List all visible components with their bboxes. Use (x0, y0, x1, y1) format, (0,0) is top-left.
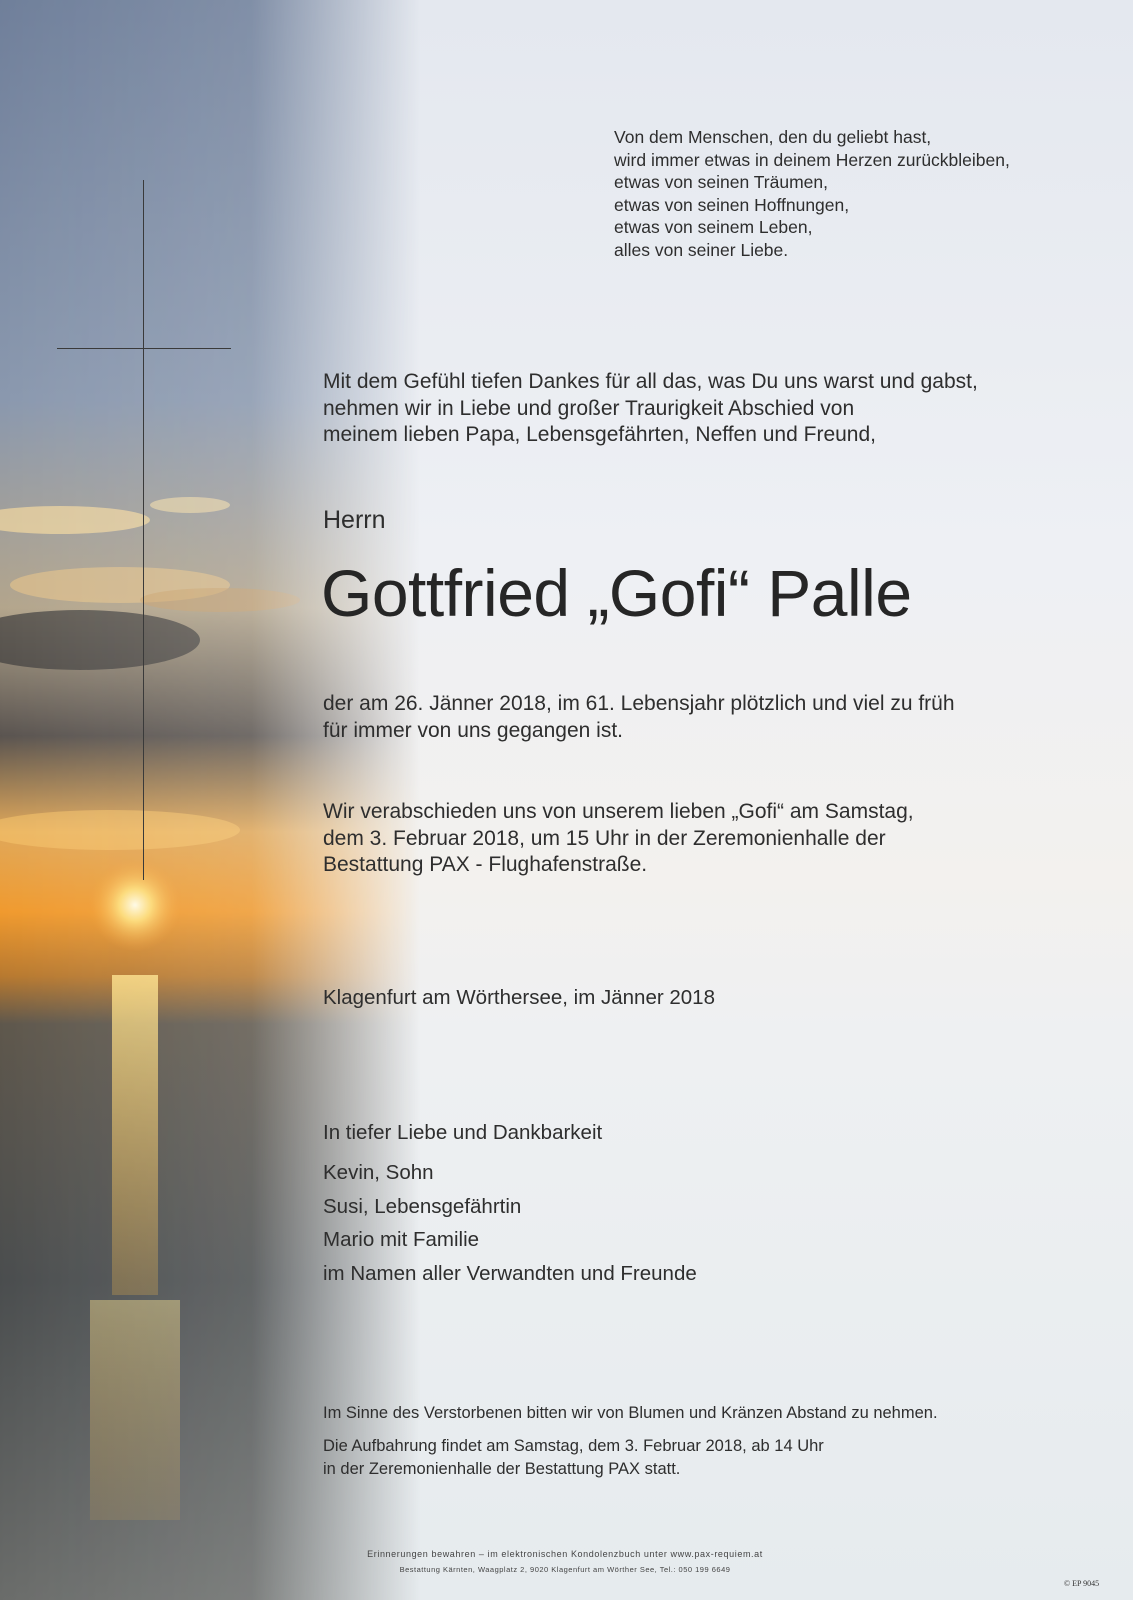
farewell-line: Wir verabschieden uns von unserem lieben „Gofi“ am Samstag, (323, 800, 914, 823)
mourner-name: Kevin, Sohn (323, 1161, 434, 1184)
mourner-name: Mario mit Familie (323, 1228, 480, 1251)
footer (350, 1545, 780, 1577)
closing-notes (323, 1402, 938, 1481)
viewing-note-line: in der Zeremonienhalle der Bestattung PAX statt. (323, 1460, 681, 1478)
place-and-date: Klagenfurt am Wörthersee, im Jänner 2018 (323, 986, 715, 1009)
condolence-book-note: Erinnerungen bewahren – im elektronischen Kondolenzbuch unter www.pax-requiem.at (367, 1549, 763, 1559)
memorial-poem (614, 126, 1010, 261)
death-notice-line: der am 26. Jänner 2018, im 61. Lebensjahr plötzlich und viel zu früh (323, 692, 955, 715)
deceased-name: Gottfried „Gofi“ Palle (321, 556, 912, 630)
death-notice (323, 691, 955, 744)
mourners-heading: In tiefer Liebe und Dankbarkeit (323, 1121, 603, 1144)
poem-line: alles von seiner Liebe. (614, 239, 789, 260)
mourners-block (323, 1120, 697, 1287)
mourners-closing: im Namen aller Verwandten und Freunde (323, 1261, 697, 1285)
cross-horizontal-bar (57, 348, 231, 349)
farewell-line: dem 3. Februar 2018, um 15 Uhr in der Zeremonienhalle der (323, 826, 886, 850)
funeral-home-address: Bestattung Kärnten, Waagplatz 2, 9020 Klagenfurt am Wörther See, Tel.: 050 199 6649 (399, 1565, 731, 1574)
mourners-list (323, 1160, 697, 1253)
salutation: Herrn (323, 506, 386, 534)
poem-line: etwas von seinen Träumen, (614, 172, 829, 192)
cross-vertical-bar (143, 180, 144, 880)
farewell-line: Bestattung PAX - Flughafenstraße. (323, 853, 648, 876)
intro-paragraph (323, 369, 978, 449)
viewing-note-line: Die Aufbahrung findet am Samstag, dem 3. Februar 2018, ab 14 Uhr (323, 1437, 824, 1455)
poem-line: etwas von seinen Hoffnungen, (614, 194, 850, 215)
flowers-note: Im Sinne des Verstorbenen bitten wir von Blumen und Kränzen Abstand zu nehmen. (323, 1404, 938, 1422)
farewell-ceremony (323, 799, 914, 879)
print-code: © EP 9045 (1064, 1579, 1100, 1588)
mourner-name: Susi, Lebensgefährtin (323, 1194, 522, 1218)
death-notice-line: für immer von uns gegangen ist. (323, 718, 623, 742)
intro-line: Mit dem Gefühl tiefen Dankes für all das, was Du uns warst und gabst, (323, 370, 978, 393)
intro-line: meinem lieben Papa, Lebensgefährten, Neffen und Freund, (323, 423, 876, 446)
poem-line: Von dem Menschen, den du geliebt hast, (614, 127, 932, 147)
poem-line: etwas von seinem Leben, (614, 217, 813, 237)
poem-line: wird immer etwas in deinem Herzen zurückbleiben, (614, 149, 1010, 170)
intro-line: nehmen wir in Liebe und großer Traurigkeit Abschied von (323, 396, 855, 420)
